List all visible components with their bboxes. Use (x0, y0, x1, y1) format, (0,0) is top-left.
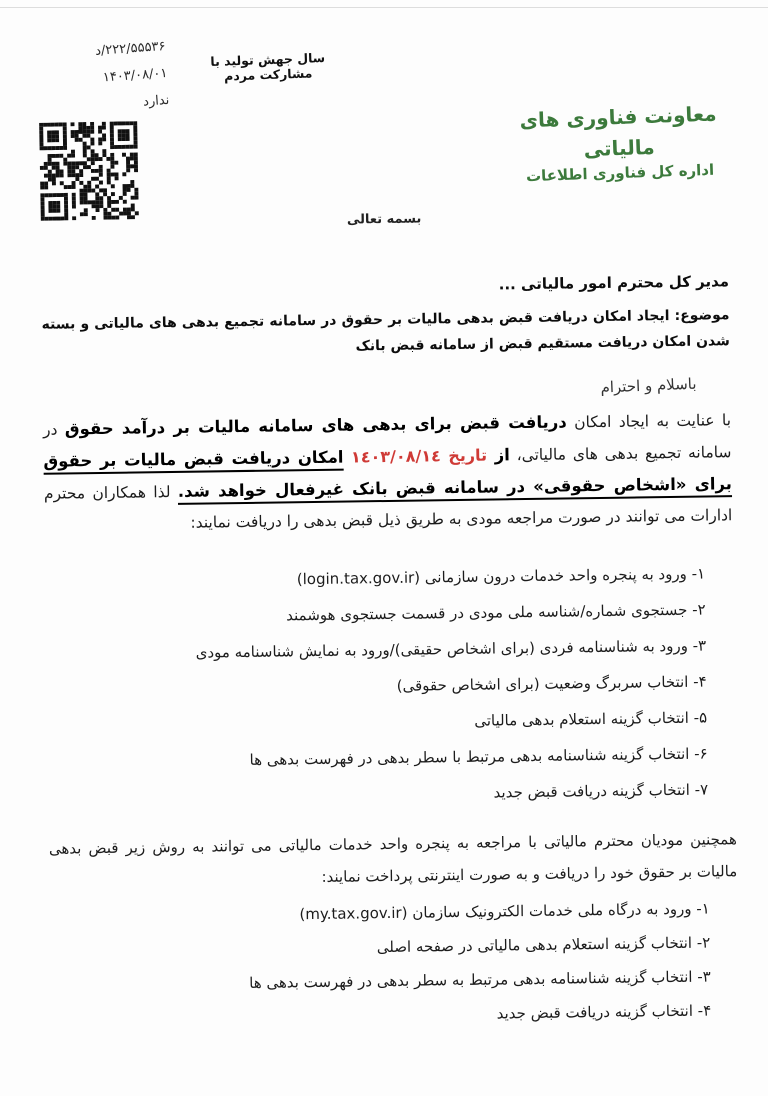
subject-line: موضوع: ایجاد امکان دریافت قبض بدهی مالیات بر حقوق در سامانه تجمیع بدهی های مالیاتی و بسته شدن امکان دریافت مستقیم قبض از سامانه قبض بانک (41, 307, 730, 355)
p1-outro: لذا همکاران محترم ادارات می توانند در صورت مراجعه مودی به طریق ذیل قبض بدهی را دریافت نمایند: (43, 482, 733, 532)
letter-meta-block (47, 40, 170, 129)
qr-code (37, 121, 141, 221)
steps-list-taxpayer (50, 891, 740, 1037)
p1-intro: با عنایت به ایجاد امکان (566, 411, 732, 432)
letterhead-org-name: معاونت فناوری های مالیاتی (519, 101, 717, 162)
salutation: باسلام و احترام (600, 374, 697, 397)
p1-bold-underline: امکان دریافت قبض مالیات بر حقوق برای «اشخاص حقوقی» در سامانه قبض بانک غیرفعال خواهد شد. (43, 447, 732, 501)
paragraph-2: همچنین مودیان محترم مالیاتی با مراجعه به پنجره واحد خدمات مالیاتی می توانند به روش زیر قبض بدهی مالیات بر حقوق خود را دریافت و به صورت اینترنتی پرداخت نمایند: (48, 830, 738, 886)
recipient-line: مدیر کل محترم امور مالیاتی ... (498, 272, 730, 294)
letter-date: ۱۴۰۳/۰۸/۰۱ (102, 65, 168, 86)
letter-ref-number: د/۲۲۲/۵۵۵۳۶ (94, 38, 167, 59)
p1-red-date: تاریخ ١٤٠٣/٠٨/١٤ (343, 445, 488, 467)
list-item: ۱- ورود به پنجره واحد خدمات درون سازمانی (login.tax.gov.ir) (296, 564, 706, 589)
attachment-status: ندارد (142, 92, 170, 110)
list-item: ۶- انتخاب گزینه شناسنامه بدهی مرتبط با سطر بدهی در فهرست بدهی ها (249, 744, 708, 769)
steps-list-internal (45, 555, 736, 817)
p1-bold-az: از (486, 445, 510, 465)
list-item: ۱- ورود به درگاه ملی خدمات الکترونیک سازمان (my.tax.gov.ir) (299, 899, 710, 924)
year-slogan: سال جهش تولید با مشارکت مردم (210, 50, 326, 84)
scan-top-edge (0, 7, 768, 8)
paragraph-1 (43, 404, 733, 541)
list-item: ۷- انتخاب گزینه دریافت قبض جدید (493, 780, 709, 802)
list-item: ۲- انتخاب گزینه استعلام بدهی مالیاتی در صفحه اصلی (376, 933, 711, 957)
list-item: ۵- انتخاب گزینه استعلام بدهی مالیاتی (474, 708, 708, 730)
list-item: ۳- ورود به شناسنامه فردی (برای اشخاص حقیقی)/ورود به نمایش شناسنامه مودی (195, 636, 707, 662)
bismillah: بسمه تعالی (346, 211, 422, 228)
letter-body (40, 205, 739, 1037)
p1-bold-segment: دریافت قبض برای بدهی های سامانه مالیات بر درآمد حقوق (64, 412, 567, 439)
list-item: ۲- جستجوی شماره/شناسه ملی مودی در قسمت جستجوی هوشمند (286, 600, 706, 625)
list-item: ۴- انتخاب سربرگ وضعیت (برای اشخاص حقوقی) (396, 672, 707, 695)
p1-mid: در سامانه تجمیع بدهی های مالیاتی، (42, 420, 732, 465)
list-item: ۴- انتخاب گزینه دریافت قبض جدید (496, 1001, 712, 1023)
list-item: ۳- انتخاب گزینه شناسنامه بدهی مرتبط به سطر بدهی در فهرست بدهی ها (249, 967, 711, 992)
letterhead-dept-name: اداره کل فناوری اطلاعات (525, 160, 715, 186)
letterhead (503, 98, 736, 186)
